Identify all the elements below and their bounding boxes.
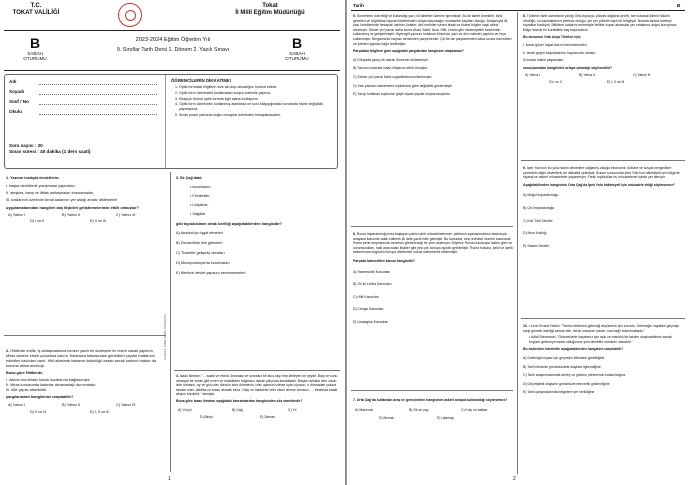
q-item: II. ateşkes, barış ve ittifak antlaşmaları imzalamaları, <box>6 191 95 195</box>
q-ask-lead: Bu durumun Orta Asya Türkleri için; <box>523 35 582 40</box>
booklet-letter-small: B <box>677 3 681 8</box>
q-item: • Lidyalılar, <box>190 203 209 207</box>
option-b[interactable]: B) Denizcilikte ileri gitmeleri <box>176 241 223 245</box>
option-b[interactable]: B) Yazının icadında insan ihtiyacını etkili olmuştur. <box>353 66 429 71</box>
option-c[interactable]: C) Kök Türk Devleti <box>523 218 553 223</box>
field-school-label: Okulu <box>9 109 23 114</box>
class-input[interactable] <box>39 104 157 105</box>
q-stem: Türklerin tarih sahnesine çıktığı Orta Asya'ya; yüksek dağlarla çevrili, sert karasal iklimin hüküm sürdüğü, su kaynaklarının yetersiz olduğu, yer yer çöllerle kaplı bir bölgeydi. Burada tarıma elverişli topraklar kısıtlıydı. Bitkilerin karlarını erimesiyle birlikte coşan akarsular yer ortalarına doğru kuruyunca bölge kavruk bir kurakilikle baş başa kalırdı. <box>523 14 677 32</box>
q-stem: Roma İmparatorluğu'nda başlayan patrici-pleb mücadelelerinde, plebların ayaklanmaların baskısıyla anayasa kanunlar adalı edilerek ilk defa yazılı hâle gelmiştir. Bu kanunlar, tunç levhalar üzerine kazınarak Roma şehir meydanında herkesin görebileceği bir yere asılmıştır. Böylece Roma hukukuyla hallen göre ve sorumlulukları, halk arasındaki ilişkiler gibi pek çok konuya açıklık getirilmiştir. Roma hukuku, şekil ve içerik bakımından bugünkü Avrupa ülkelerinin hukuk sistemlerini etkilemiştir. <box>353 232 513 255</box>
q-item: • Fenikeliler, <box>190 194 211 198</box>
q-num: 8. <box>523 14 526 18</box>
option-b[interactable]: B) Yalnız II <box>62 403 81 407</box>
option-a[interactable]: A) Yalnız I <box>8 213 26 217</box>
q-item: • Leon Ernest Halkin: "Tarihin bilinmesi geleceği düşünmek için zorunlu. Geleceğin hayalleri geçmişe karşı gelmek istediği zaman bile, kendi unsurları içinde, ona bağlı bulunmaktadır." <box>523 324 680 333</box>
question-8 <box>523 14 683 87</box>
q-ask: yargılarından hangilerine ulaşılabilir? <box>6 395 74 399</box>
q-ask: Aşağıdakilerden hangisinin Orta Çağ'da İpek Yolu hâkimiyeti için mücadele ettiği söylenemez? <box>523 182 675 187</box>
notice-title: ÖĞRENCİLERİN DİKKATİNE! <box>171 78 231 83</box>
option-e[interactable]: E) II ve III <box>90 219 107 223</box>
field-name-label: Adı <box>9 79 17 84</box>
q-item: III. Aile yapısı ataerkildir. <box>6 388 47 392</box>
option-e[interactable]: E) Sasani Devleti <box>523 243 550 248</box>
option-b[interactable]: B) Tarih bilmenin günümüzdeki olaylara ilgilendiğine <box>523 364 601 369</box>
header-tokat: Tokat <box>262 3 278 9</box>
q-num: 9. <box>523 166 526 170</box>
booklet-letter: B <box>291 35 303 51</box>
option-d[interactable]: D) Mızrak <box>379 415 394 420</box>
option-a[interactable]: A) Yalnız I <box>525 73 541 78</box>
q-stem: Sümerlerin icat ettiği ve kullandığı yazı, kil tabletler üzerine işlenmiştir. Bu kil tablet örnekleri, tahıl gevelleri ve büyükbaş hayvan listelerinden oluşan taşınsağın muhasebe kayıtları olduğu. Dolayısıyla ilk yazı örneklerinde hesaplar, tarihler, listeler, dinî metinler içeren ahlak ve ticaret bilgiler hayli altına alınmıştır. Sümer çivi yazısı daha sonra Akad, Babil, Asur, Hitit, Urartu gibi medeniyetler tarafından kullanılmış ve geliştirilmiştir. Hiyeroglif yazısını kullanan Mısırlılar, yazı ve dinî metinler papirüs ve fırça kullanmıştır. Bergama'da hayvan derisinden parşömenler, Çin'de ise parşömenden daha ucuza mal edilen ve İpekten yapılan kâğıt üretilmiştir. <box>353 14 512 46</box>
header-right <box>196 3 344 17</box>
option-e[interactable]: E) Usturlap <box>437 415 454 420</box>
option-b[interactable]: B) Yalnız II <box>62 213 81 217</box>
option-e[interactable]: E) Zaman <box>260 414 275 419</box>
q-stem: İlk Çağ'daki; <box>180 176 203 180</box>
q-item: • Adial Stevenson: "Geleceklerle hayatımız için açık ve mantıklı bir takvim oluşturabilmek ancak bugüne gelinceye kadar olduğumuz yolu bilmekle mümkün olacaktır." <box>529 335 672 344</box>
question-1 <box>6 176 164 225</box>
notice-item: 2. Optik form üzerindeki kodlamaları kurşun kalemle yapınız. <box>179 91 331 96</box>
question-3 <box>176 176 338 276</box>
option-d[interactable]: D) I ve II <box>30 219 45 223</box>
page-number: 1 <box>168 476 171 482</box>
q-num: 6. <box>353 232 356 236</box>
header-mudurluk: İl Millî Eğitim Müdürlüğü <box>235 10 305 16</box>
booklet-type-left <box>6 36 64 62</box>
notice-item: 3. Kitapçık türünü optik formda ilgili alana kodlayınız. <box>179 97 331 102</box>
q-ask: Buna göre Isaac Newton aşağıdaki kavramlardan hangisinden söz etmektedir? <box>176 398 303 403</box>
q-num: 2. <box>6 349 10 353</box>
booklet-label-1: SABAH <box>289 51 305 56</box>
option-d[interactable]: D) Cengiz Kanunları <box>353 307 384 312</box>
q-ask: Parçadaki bilgilere göre aşağıdaki yargılardan hangisine ulaşılamaz? <box>353 49 464 54</box>
exam-page-2 <box>347 0 690 485</box>
question-5 <box>353 14 513 97</box>
q-item: III.bozlar haline yaşamaları <box>523 58 564 63</box>
notice-item: 5. Sınav puanı yalnızca doğru cevaplar üzerinden hesaplanacaktır. <box>179 113 331 118</box>
q-num: 7. <box>353 398 356 402</box>
notice-item: 4. Optik form üzerindeki kodlanmış alanlarda ve soru kitapçığındaki sorularda hiçbir değişiklik yapmayınız. <box>179 102 331 112</box>
q-stem: Yazının icadıyla devletlerin; <box>10 176 60 180</box>
meb-logo-icon <box>118 3 142 27</box>
q-item: I. konar-göçer hayat tarzını benimsemeleri, <box>523 42 588 47</box>
option-a[interactable]: A) Anadolu'yu işgal etmeleri <box>176 231 223 235</box>
option-c[interactable]: C) Yıl <box>288 407 297 412</box>
exam-year: 2023-2024 Eğitim Öğretim Yılı <box>135 37 211 43</box>
q-stem: İpek Yolu'nun bu yola hakim devletlere sağlamış olduğu ekonomik, kültürel ve sosyal zenginlikler çevredeki diğer devletlerin de dikkatini çekmiştir. Bunun sonucunda İpek Yolu'nun hâkimiyeti için bölgede siyasal ve askerî mücadeleler yaşanmıştır. Farklı topluluklar bu mücadelenin içinde yer almıştır. <box>523 166 680 180</box>
option-c[interactable]: C) Yalnız III <box>116 403 136 407</box>
option-d[interactable]: D) Mezopotamya'da kurulmaları <box>176 261 230 265</box>
option-c[interactable]: C) Yalnız III <box>633 73 651 78</box>
question-4 <box>176 374 338 420</box>
q-ask: Parçada bahsedilen kanun hangisidir? <box>353 258 415 263</box>
q-stem: Hititlerde evlilik, iş antlaşmalarına benzer yazılı bir sözleşme ile resmî olarak yapılırdı. Miras sadece erkek çocuklara kalırdı. Kadınlara babasından gördükleri çeyizle mallarının edebilen kadınları vardı. Hitit ailesinde babanın üstünlüğü esastı ancak kadının hakları da koruma altına alınmıştı. <box>6 349 157 368</box>
q-item: III. krallarının üzerinde kendi adlarının yer aldığı anıtlar diktirmeleri <box>6 198 118 202</box>
option-b[interactable]: B) Çin İmparatorluğu <box>523 205 555 210</box>
option-a[interactable]: A) Yalnız I <box>8 403 26 407</box>
q-ask: uygulamalarından hangileri daş ilişkileri geliştirmelerinde etkili olmuştur? <box>6 206 139 210</box>
question-2 <box>6 349 164 415</box>
option-d[interactable]: D) Mısır Krallığı <box>523 231 547 236</box>
option-e[interactable]: E) Yazıyı kullanan toplumlar güçlü siyasi yapılar oluşturmuşlardır. <box>353 92 451 97</box>
question-count: Soru sayısı : 20 <box>9 143 43 148</box>
option-d[interactable]: D) I ve II <box>549 80 562 85</box>
option-a[interactable]: A) Dünyada yazıyı ilk olarak Sümerler kullanmıştır. <box>353 57 429 62</box>
q-ask: Bu sözlerden hareketle aşağıdakilerden hangisine ulaşılabilir? <box>523 347 624 352</box>
option-a[interactable]: A) Mancınık <box>355 407 374 412</box>
option-b[interactable]: B) On iki Levha Kanunları <box>353 282 392 287</box>
q-item: II. Miras konusunda kadınlar dezavantajlı durumdadır. <box>6 383 97 387</box>
option-c[interactable]: C) Hitit Kanunları <box>353 294 379 299</box>
q-item: I. Ailenin kurulması hukuk kurallarına bağlanmıştır. <box>6 378 91 382</box>
q-num: 1. <box>6 176 10 180</box>
q-item: I. başka devletlerle yazışmalar yapmaları, <box>6 184 76 188</box>
question-7 <box>353 398 513 422</box>
option-a[interactable]: A) Hammurabi Kanunları <box>353 269 391 274</box>
question-6 <box>353 232 513 325</box>
question-10 <box>523 324 683 395</box>
option-a[interactable]: A) Yüzyıl <box>178 407 192 412</box>
field-class-label: Sınıf / No <box>9 99 29 104</box>
question-9 <box>523 166 683 248</box>
booklet-letter: B <box>29 35 41 51</box>
q-item: II. temel geçim kaynaklarının hayvancılık olması, <box>523 50 596 55</box>
option-d[interactable]: D) Binyıl <box>200 414 213 419</box>
option-a[interactable]: A) Moğol İmparatorluğu <box>523 193 559 198</box>
header-left <box>6 3 66 17</box>
option-e[interactable]: E) Tarih çalışmalarında belgelere yer verildiğine <box>523 390 595 395</box>
subject-label: Tarih <box>353 3 364 8</box>
option-c[interactable]: C) Tarih araştırmalarında deney ve gözlem yönteminin kullanıldığına <box>523 373 626 378</box>
option-e[interactable]: E) I, II ve III <box>607 80 625 85</box>
option-d[interactable]: D) II ve III <box>30 410 47 414</box>
q-item: • Asurluların, <box>190 185 212 189</box>
exam-duration: Sınav süresi : 40 dakika (1 ders saati) <box>9 149 91 154</box>
option-e[interactable]: E) Urukagina Kanunları <box>353 319 389 324</box>
q-ask: sonuçlarından hangilerini ortaya çıkardığı söylenebilir? <box>523 65 613 70</box>
booklet-label-2: OTURUMU <box>285 56 309 62</box>
option-c[interactable]: C) Kılıç ve kalkan <box>461 407 488 412</box>
q-num: 10. <box>523 324 528 328</box>
side-note: TARİH 9. SINIF SORU KİTAPÇIĞI <box>163 314 167 360</box>
name-input[interactable] <box>39 84 157 85</box>
q-item: • Sağdlar <box>190 212 206 216</box>
notice-item: 1. Optik formdaki bilgilerin size ait olup olmadığını kontrol ediniz. <box>179 85 331 90</box>
option-e[interactable]: E) I, II ve III <box>90 410 110 414</box>
option-c[interactable]: C) Sümer çivi yazısı farklı uygarlıklarca kullanılmıştır. <box>353 74 433 79</box>
option-b[interactable]: B) Yalnız II <box>579 73 596 78</box>
option-b[interactable]: B) Ok ve yay <box>409 407 429 412</box>
booklet-type-right <box>268 36 326 62</box>
q-ask-lead: Buna göre Hititlerde, <box>6 371 44 375</box>
q-num: 3. <box>176 176 180 180</box>
option-a[interactable]: A) Geleceğin inşası için geçmişin bilinmesi gerektiğine <box>523 355 605 360</box>
option-c[interactable]: C) Ticaretle gelişmiş olmaları <box>176 251 225 255</box>
q-ask: gibi toplulukların ortak özelliği aşağıdakilerden hangisidir? <box>176 222 283 226</box>
option-b[interactable]: B) Çağ <box>232 407 243 412</box>
field-surname-label: Soyadı <box>9 89 25 94</box>
page-number: 2 <box>513 476 516 482</box>
exam-name: 9. Sınıflar Tarih Dersi 1. Dönem 2. Yazılı Sınavı <box>116 47 230 53</box>
option-e[interactable]: E) Merkezi devlet yapısını benimsemeleri <box>176 271 246 275</box>
option-d[interactable]: D) Geçmişteki olayların günümüzle benzerlik gösterdiğine <box>523 381 610 386</box>
q-stem: İsaac Newton "… saatli ve ebedi, önceasiz ve sonrasız bir akış olup hep ilerleyen bir şeydir. Başı ve sonu olmayan bir ırmak gibi evren ve maddeden bağımsız olarak yalçında akmaktadır. Başka varlıklar izler olsun izler olmasın, ay ve gün izler dönsün izler dönmesin, izler uyansın izlerse uyku uyusun, o durmadan yoluna devam eder, daktika ve anları akacak biraz. Olay ve maddeler izler olsun izlerse olmasın, … etrafında kadar akışını sürdürür." demiştir. <box>176 374 338 397</box>
student-info-box <box>4 74 338 169</box>
q-num: 5. <box>353 14 356 18</box>
header-tc: T.C. <box>30 3 42 9</box>
surname-input[interactable] <box>39 94 157 95</box>
booklet-label-1: SABAH <box>27 51 43 56</box>
q-stem: Orta Çağ'da kullanılan araç ve gereçlerden hangisinin askerî amaçla kullanıldığı söylenemez? <box>356 398 508 402</box>
exam-title <box>80 36 266 56</box>
q-num: 4. <box>176 374 179 378</box>
student-notice <box>171 78 331 119</box>
header-valilik: TOKAT VALİLİĞİ <box>12 10 60 16</box>
booklet-label-2: OTURUMU <box>23 56 47 62</box>
school-input[interactable] <box>39 114 157 115</box>
option-c[interactable]: C) Yalnız III <box>116 213 136 217</box>
option-d[interactable]: D) Yazı yazılan malzemeler toplumlara göre değişiklik göstermiştir. <box>353 83 453 88</box>
